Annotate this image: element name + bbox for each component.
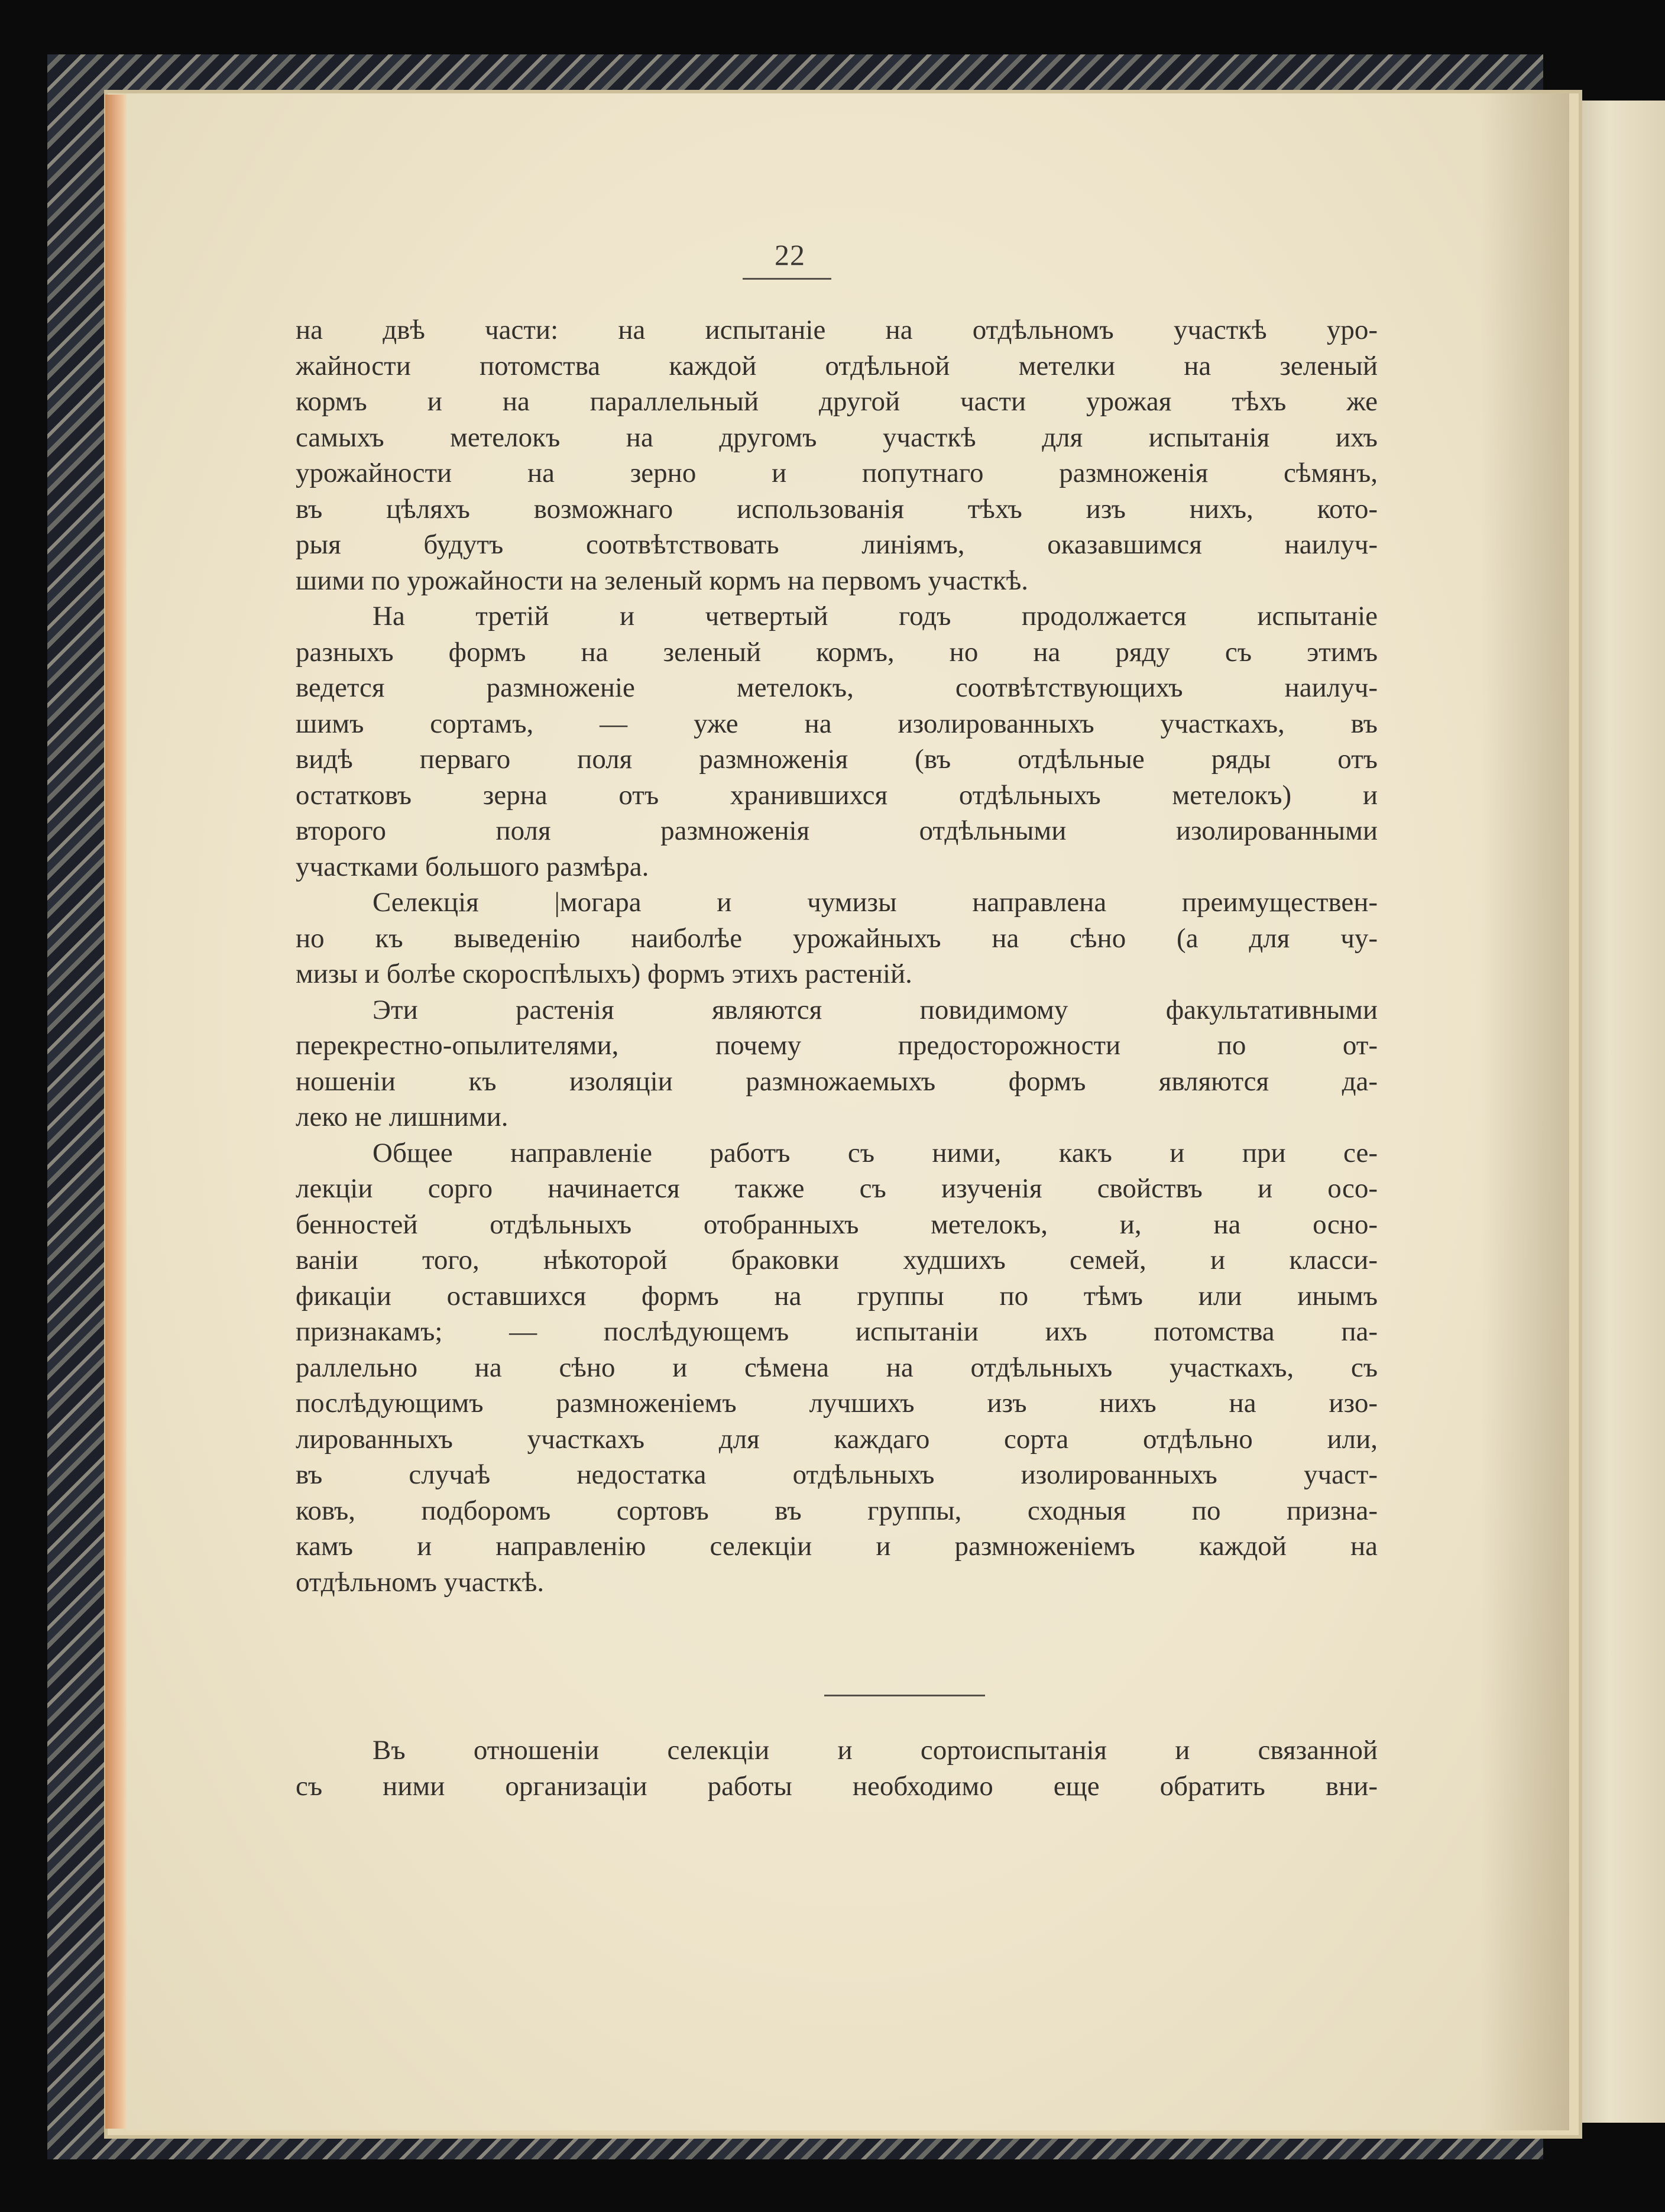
text-line: На третій и четвертый годъ продолжается испытаніе <box>372 601 1378 631</box>
text-line: признакамъ; — послѣдующемъ испытаніи ихъ потомства па- <box>296 1316 1378 1347</box>
text-line: ношеніи къ изоляціи размножаемыхъ формъ являются да- <box>296 1065 1378 1097</box>
text-line: разныхъ формъ на зеленый кормъ, но на ряду съ этимъ <box>296 636 1378 668</box>
text-line: камъ и направленію селекціи и размноженіемъ каждой на <box>296 1531 1378 1562</box>
page-number-underline <box>743 278 831 280</box>
text-line: остатковъ зерна отъ хранившихся отдѣльныхъ метелокъ) и <box>296 779 1378 811</box>
text-line: лекціи сорго начинается также съ изученія свойствъ и осо- <box>296 1173 1378 1204</box>
text-line: участками большого размѣра. <box>296 851 649 882</box>
text-line: Эти растенія являются повидимому факультативными <box>372 994 1378 1025</box>
text-line: леко не лишними. <box>296 1102 508 1132</box>
text-line: раллельно на сѣно и сѣмена на отдѣльныхъ участкахъ, съ <box>296 1352 1378 1383</box>
text-line: отдѣльномъ участкѣ. <box>296 1566 545 1598</box>
text-line: бенностей отдѣльныхъ отобранныхъ метелокъ, и, на осно- <box>296 1209 1378 1240</box>
page-gutter-shadow <box>1481 93 1569 2130</box>
text-line: видѣ перваго поля размноженія (въ отдѣльные ряды отъ <box>296 744 1378 775</box>
text-line: перекрестно-опылителями, почему предосторожности по от- <box>296 1030 1378 1061</box>
page-number: 22 <box>775 238 805 271</box>
red-page-edge <box>105 95 127 2129</box>
text-line: но къ выведенію наиболѣе урожайныхъ на сѣно (а для чу- <box>296 922 1378 954</box>
text-line: Селекція |могара и чумизы направлена преимуществен- <box>372 887 1378 918</box>
text-line: Общее направленіе работъ съ ними, какъ и при се- <box>372 1137 1378 1168</box>
text-line: на двѣ части: на испытаніе на отдѣльномъ участкѣ уро- <box>296 315 1378 345</box>
text-line: въ цѣляхъ возможнаго использованія тѣхъ изъ нихъ, кото- <box>296 493 1378 524</box>
text-line: фикаціи оставшихся формъ на группы по тѣмъ или инымъ <box>296 1280 1378 1311</box>
text-line: лированныхъ участкахъ для каждаго сорта отдѣльно или, <box>296 1423 1378 1455</box>
text-line: съ ними организаціи работы необходимо еще обратить вни- <box>296 1770 1378 1802</box>
text-line: ковъ, подборомъ сортовъ въ группы, сходныя по призна- <box>296 1495 1378 1526</box>
text-line: въ случаѣ недостатка отдѣльныхъ изолированныхъ участ- <box>296 1459 1378 1490</box>
text-line: ваніи того, нѣкоторой браковки худшихъ семей, и класси- <box>296 1245 1378 1275</box>
text-line: урожайности на зерно и попутнаго размноженія сѣмянъ, <box>296 458 1378 488</box>
text-line: шимъ сортамъ, — уже на изолированныхъ участкахъ, въ <box>296 708 1378 739</box>
text-line: жайности потомства каждой отдѣльной метелки на зеленый <box>296 350 1378 381</box>
text-line: послѣдующимъ размноженіемъ лучшихъ изъ нихъ на изо- <box>296 1388 1378 1418</box>
text-line: кормъ и на параллельный другой части урожая тѣхъ же <box>296 386 1378 417</box>
text-line: шими по урожайности на зеленый кормъ на первомъ участкѣ. <box>296 565 1029 596</box>
body-text-continued <box>296 1732 1378 1804</box>
text-line: Въ отношеніи селекціи и сортоиспытанія и связанной <box>372 1735 1378 1766</box>
text-line: самыхъ метелокъ на другомъ участкѣ для испытанія ихъ <box>296 422 1378 453</box>
text-line: второго поля размноженія отдѣльными изолированными <box>296 815 1378 846</box>
text-line: рыя будутъ соотвѣтствовать линіямъ, оказавшимся наилуч- <box>296 529 1378 560</box>
text-line: мизы и болѣе скороспѣлыхъ) формъ этихъ растеній. <box>296 958 912 989</box>
text-line: ведется размноженіе метелокъ, соотвѣтствующихъ наилуч- <box>296 672 1378 703</box>
body-text <box>296 312 1378 1600</box>
section-divider-rule <box>824 1695 985 1696</box>
adjacent-page-edge <box>1573 101 1665 2123</box>
